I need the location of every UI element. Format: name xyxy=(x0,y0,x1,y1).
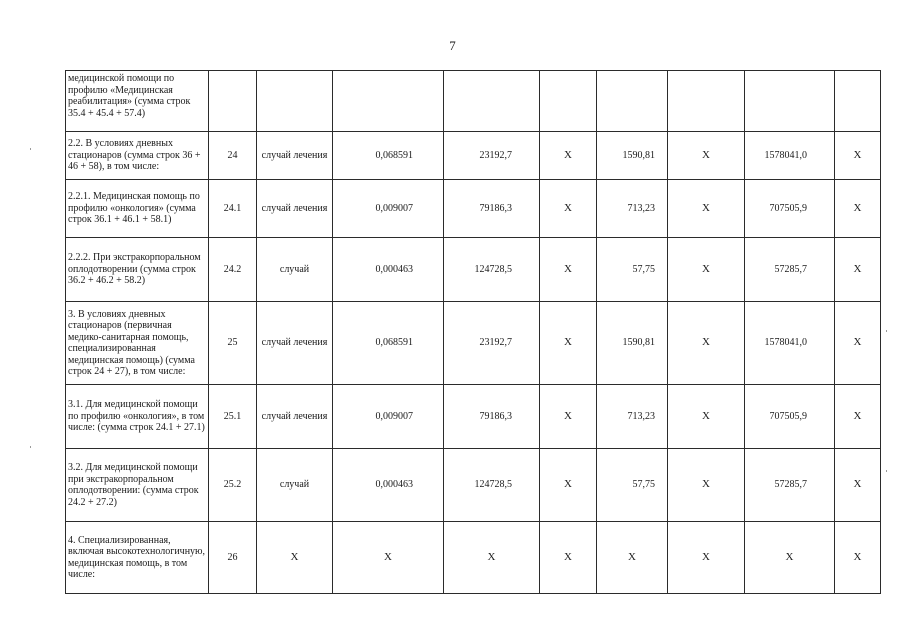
row-x-cell: Х xyxy=(540,449,597,522)
row-unit-cell: случай xyxy=(257,449,333,522)
row-per-capita-cell: 57,75 xyxy=(597,238,668,302)
row-name-cell: 2.2.2. При экстракорпоральном оплодотворении (сумма строк 36.2 + 46.2 + 58.2) xyxy=(66,238,209,302)
row-x-cell xyxy=(668,71,745,132)
row-total-cell: 57285,7 xyxy=(745,238,835,302)
row-x-cell: Х xyxy=(668,522,745,594)
row-x-cell: Х xyxy=(540,302,597,385)
row-standard-cell: 0,068591 xyxy=(333,302,444,385)
row-code-cell: 24.2 xyxy=(209,238,257,302)
row-unit-cell: случай лечения xyxy=(257,180,333,238)
table-row xyxy=(66,132,881,180)
row-cost-cell: 79186,3 xyxy=(444,385,540,449)
row-cost-cell: Х xyxy=(444,522,540,594)
row-x-cell: Х xyxy=(835,449,881,522)
row-name-cell: 2.2.1. Медицинская помощь по профилю «онкология» (сумма строк 36.1 + 46.1 + 58.1) xyxy=(66,180,209,238)
row-x-cell: Х xyxy=(540,180,597,238)
row-code-cell: 26 xyxy=(209,522,257,594)
row-x-cell: Х xyxy=(668,180,745,238)
row-standard-cell: Х xyxy=(333,522,444,594)
table-row xyxy=(66,180,881,238)
row-total-cell: 707505,9 xyxy=(745,180,835,238)
row-total-cell: 1578041,0 xyxy=(745,132,835,180)
row-x-cell xyxy=(835,71,881,132)
row-code-cell: 25 xyxy=(209,302,257,385)
row-code-cell xyxy=(209,71,257,132)
row-name-cell: 3. В условиях дневных стационаров (первичная медико-санитарная помощь, специализированная медицинская помощь) (сумма строк 24 + 27), в том числе: xyxy=(66,302,209,385)
row-cost-cell xyxy=(444,71,540,132)
row-name-cell: 3.2. Для медицинской помощи при экстракорпоральном оплодотворении: (сумма строк 24.2 + 27.2) xyxy=(66,449,209,522)
row-total-cell: 57285,7 xyxy=(745,449,835,522)
table-row xyxy=(66,238,881,302)
row-cost-cell: 79186,3 xyxy=(444,180,540,238)
row-x-cell: Х xyxy=(540,385,597,449)
row-x-cell: Х xyxy=(835,180,881,238)
row-per-capita-cell: 713,23 xyxy=(597,385,668,449)
row-x-cell: Х xyxy=(835,385,881,449)
row-total-cell xyxy=(745,71,835,132)
table-row xyxy=(66,71,881,132)
row-unit-cell: случай xyxy=(257,238,333,302)
row-x-cell: Х xyxy=(540,132,597,180)
row-unit-cell: Х xyxy=(257,522,333,594)
table-row xyxy=(66,449,881,522)
row-cost-cell: 124728,5 xyxy=(444,449,540,522)
scan-speck xyxy=(30,148,31,150)
row-code-cell: 25.1 xyxy=(209,385,257,449)
row-cost-cell: 23192,7 xyxy=(444,132,540,180)
row-x-cell: Х xyxy=(668,302,745,385)
row-cost-cell: 124728,5 xyxy=(444,238,540,302)
scan-speck xyxy=(886,470,887,472)
table-row xyxy=(66,302,881,385)
row-x-cell: Х xyxy=(835,238,881,302)
row-x-cell: Х xyxy=(835,132,881,180)
row-name-cell: медицинской помощи по профилю «Медицинская реабилитация» (сумма строк 35.4 + 45.4 + 57.4) xyxy=(66,71,209,132)
row-x-cell: Х xyxy=(835,522,881,594)
row-name-cell: 4. Специализированная, включая высокотехнологичную, медицинская помощь, в том числе: xyxy=(66,522,209,594)
row-x-cell: Х xyxy=(668,132,745,180)
row-x-cell xyxy=(540,71,597,132)
row-per-capita-cell: 1590,81 xyxy=(597,302,668,385)
row-code-cell: 24.1 xyxy=(209,180,257,238)
row-x-cell: Х xyxy=(540,522,597,594)
tariff-table xyxy=(65,70,881,594)
row-x-cell: Х xyxy=(668,385,745,449)
row-x-cell: Х xyxy=(668,449,745,522)
row-standard-cell: 0,068591 xyxy=(333,132,444,180)
row-per-capita-cell: 57,75 xyxy=(597,449,668,522)
row-total-cell: 1578041,0 xyxy=(745,302,835,385)
row-total-cell: 707505,9 xyxy=(745,385,835,449)
scan-speck xyxy=(30,446,31,448)
row-standard-cell xyxy=(333,71,444,132)
row-unit-cell: случай лечения xyxy=(257,302,333,385)
row-code-cell: 25.2 xyxy=(209,449,257,522)
row-total-cell: Х xyxy=(745,522,835,594)
row-standard-cell: 0,009007 xyxy=(333,385,444,449)
row-unit-cell xyxy=(257,71,333,132)
row-per-capita-cell: Х xyxy=(597,522,668,594)
row-code-cell: 24 xyxy=(209,132,257,180)
page-number: 7 xyxy=(449,38,456,53)
row-name-cell: 2.2. В условиях дневных стационаров (сумма строк 36 + 46 + 58), в том числе: xyxy=(66,132,209,180)
row-per-capita-cell xyxy=(597,71,668,132)
table-row xyxy=(66,385,881,449)
row-standard-cell: 0,000463 xyxy=(333,238,444,302)
table-row xyxy=(66,522,881,594)
row-x-cell: Х xyxy=(835,302,881,385)
row-cost-cell: 23192,7 xyxy=(444,302,540,385)
row-x-cell: Х xyxy=(540,238,597,302)
row-per-capita-cell: 1590,81 xyxy=(597,132,668,180)
row-unit-cell: случай лечения xyxy=(257,132,333,180)
row-unit-cell: случай лечения xyxy=(257,385,333,449)
row-standard-cell: 0,000463 xyxy=(333,449,444,522)
row-standard-cell: 0,009007 xyxy=(333,180,444,238)
row-per-capita-cell: 713,23 xyxy=(597,180,668,238)
row-name-cell: 3.1. Для медицинской помощи по профилю «онкология», в том числе: (сумма строк 24.1 + 27.1) xyxy=(66,385,209,449)
scan-speck xyxy=(886,330,887,332)
row-x-cell: Х xyxy=(668,238,745,302)
